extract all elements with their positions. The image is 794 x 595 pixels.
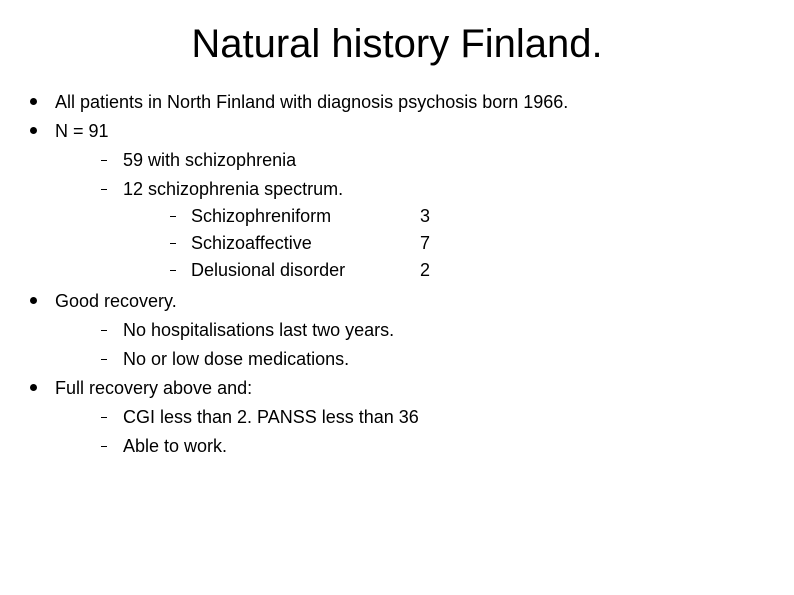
bullet-icon — [30, 297, 37, 304]
dash-icon — [101, 417, 107, 418]
item-count: 2 — [420, 260, 431, 280]
list-item: Full recovery above and: — [55, 378, 253, 398]
list-item: Good recovery. — [55, 291, 177, 311]
dash-icon — [170, 243, 176, 244]
list-item: Schizophreniform — [191, 206, 332, 226]
list-item: All patients in North Finland with diagnosis psychosis born 1966. — [55, 92, 569, 112]
bullet-icon — [30, 384, 37, 391]
list-item: Able to work. — [123, 436, 228, 456]
dash-icon — [101, 189, 107, 190]
bullet-icon — [30, 127, 37, 134]
list-item: No hospitalisations last two years. — [123, 320, 395, 340]
item-count: 3 — [420, 206, 431, 226]
dash-icon — [101, 446, 107, 447]
list-item: Delusional disorder — [191, 260, 346, 280]
slide-title: Natural history Finland. — [191, 22, 603, 66]
bullet-icon — [30, 98, 37, 105]
item-count: 7 — [420, 233, 431, 253]
list-item: Schizoaffective — [191, 233, 312, 253]
list-item: 59 with schizophrenia — [123, 150, 297, 170]
list-item: 12 schizophrenia spectrum. — [123, 179, 344, 199]
list-item: N = 91 — [55, 121, 109, 141]
dash-icon — [101, 330, 107, 331]
dash-icon — [170, 270, 176, 271]
dash-icon — [170, 216, 176, 217]
list-item: CGI less than 2. PANSS less than 36 — [123, 407, 419, 427]
dash-icon — [101, 160, 107, 161]
list-item: No or low dose medications. — [123, 349, 350, 369]
dash-icon — [101, 359, 107, 360]
